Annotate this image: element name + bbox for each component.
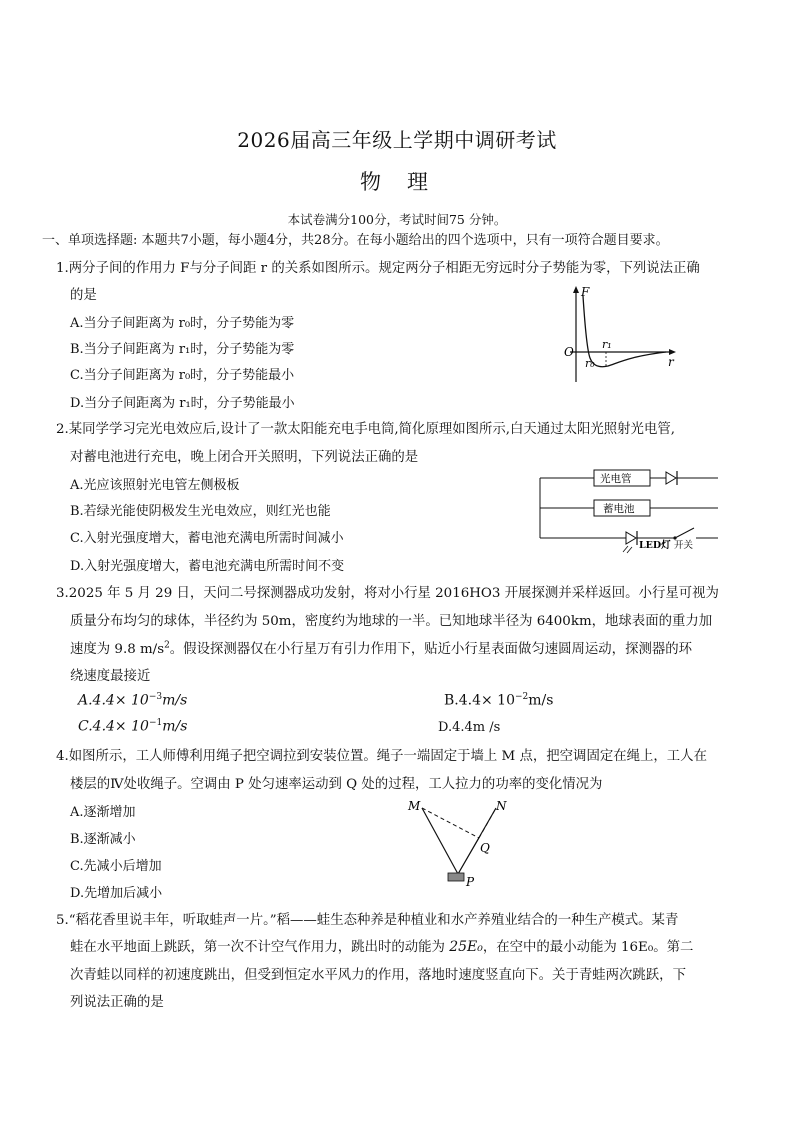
q1-fig-label-r: r (668, 355, 674, 369)
q2-stem-line1: 2.某同学学习完光电效应后,设计了一款太阳能充电手电筒,简化原理如图所示,白天通过太阳光照射光电管, (56, 422, 675, 437)
q2-led-icon (626, 532, 636, 544)
q3-c-exp: −1 (148, 718, 163, 728)
exam-subject: 物理 (360, 170, 454, 194)
q1-option-b: B.当分子间距离为 r₁时，分子势能为零 (70, 342, 295, 357)
q3-b-exp: −2 (515, 692, 529, 702)
q3-b-base: B.4.4× 10 (444, 692, 515, 709)
q3-option-b (444, 692, 553, 709)
q3-line3-text-b: 。假设探测器仅在小行星万有引力作用下，贴近小行星表面做匀速圆周运动，探测器的环 (169, 642, 693, 657)
q3-stem-line2: 质量分布均匀的球体，半径约为 50m，密度约为地球的一半。已知地球半径为 6400km，地球表面的重力加 (70, 614, 713, 629)
q2-option-b: B.若绿光能使阴极发生光电效应，则红光也能 (70, 504, 331, 519)
q4-fig-label-q: Q (480, 841, 490, 855)
q2-led-ray-2 (627, 547, 632, 553)
q4-aircon-box (448, 873, 464, 881)
q3-a-unit: m/s (162, 692, 188, 709)
q1-fig-label-o: O (564, 345, 574, 359)
q4-fig-label-p: P (466, 875, 475, 888)
q3-option-d: D.4.4m /s (438, 720, 501, 735)
exam-note: 本试卷满分100分，考试时间75 分钟。 (287, 212, 507, 227)
q2-fig-label-phototube: 光电管 (600, 473, 632, 485)
q5-stem-line2 (70, 936, 693, 955)
q3-option-a (78, 692, 187, 709)
q4-path-pq (458, 838, 479, 874)
section-heading: 一、单项选择题: 本题共7小题，每小题4分，共28分。在每小题给出的四个选项中，只有一项符合题目要求。 (42, 233, 669, 248)
q4-rope-mp (422, 808, 458, 874)
q3-line3-text: 速度为 9.8 m/s (70, 642, 165, 657)
q5-line2-math: 25E₀ (449, 939, 483, 955)
q1-fig-label-f: F (581, 285, 590, 299)
q3-stem-line3 (70, 638, 692, 657)
q4-option-b: B.逐渐减小 (70, 832, 136, 847)
q1-force-distance-figure (556, 282, 686, 386)
q4-fig-label-m: M (408, 799, 421, 813)
q2-fig-label-led: LED灯 (639, 540, 671, 551)
q2-option-c: C.入射光强度增大，蓄电池充满电所需时间减小 (70, 531, 344, 546)
q3-option-c (78, 718, 187, 735)
q2-stem-line2: 对蓄电池进行充电，晚上闭合开关照明，下列说法正确的是 (70, 450, 419, 465)
q3-c-unit: m/s (162, 718, 188, 735)
q1-option-c: C.当分子间距离为 r₀时，分子势能最小 (70, 368, 295, 383)
q3-stem-line4: 绕速度最接近 (70, 669, 151, 684)
q2-option-d: D.入射光强度增大，蓄电池充满电所需时间不变 (70, 559, 345, 574)
q1-f-axis-arrow (573, 286, 579, 293)
q3-line3-sup: 2 (164, 640, 170, 651)
q4-stem-line2: 楼层的Ⅳ处收绳子。空调由 P 处匀速率运动到 Q 处的过程，工人拉力的功率的变化情况为 (70, 777, 603, 792)
q2-option-a: A.光应该照射光电管左侧极板 (70, 478, 240, 493)
q3-a-exp: −3 (148, 692, 163, 702)
q5-stem-line3: 次青蛙以同样的初速度跳出，但受到恒定水平风力的作用，落地时速度竖直向下。关于青蛙两次跳跃，下 (70, 968, 686, 983)
q5-stem-line4: 列说法正确的是 (70, 995, 164, 1010)
q4-rope-figure (400, 796, 520, 888)
q1-stem-line1: 1.两分子间的作用力 F与分子间距 r 的关系如图所示。规定两分子相距无穷远时分子势能为零，下列说法正确 (56, 261, 700, 276)
q4-option-a: A.逐渐增加 (70, 805, 136, 820)
q5-line2-text-b: ，在空中的最小动能为 16E₀。第二 (482, 940, 694, 955)
q1-option-d: D.当分子间距离为 r₁时，分子势能最小 (70, 396, 295, 411)
q1-option-a: A.当分子间距离为 r₀时，分子势能为零 (70, 316, 295, 331)
q2-fig-label-battery: 蓄电池 (603, 503, 635, 515)
q1-fig-label-r0: r₀ (585, 357, 595, 370)
q1-force-curve (583, 296, 666, 367)
q1-fig-label-r1: r₁ (602, 338, 612, 351)
q4-option-c: C.先减小后增加 (70, 859, 162, 874)
q4-option-d: D.先增加后减小 (70, 886, 163, 901)
q4-stem-line1: 4.如图所示，工人师傅利用绳子把空调拉到安装位置。绳子一端固定于墙上 M 点，把空调固定在绳上，工人在 (56, 749, 707, 764)
q3-a-base: A.4.4× 10 (78, 692, 149, 709)
q2-fig-label-switch: 开关 (674, 540, 694, 551)
q3-b-unit: m/s (528, 692, 554, 709)
q3-c-base: C.4.4× 10 (78, 718, 149, 735)
q2-diode-icon (666, 472, 676, 484)
q2-switch-lever (675, 528, 694, 538)
q5-line2-text-a: 蛙在水平地面上跳跃，第一次不计空气作用力，跳出时的动能为 (70, 940, 450, 955)
q1-stem-line2: 的是 (70, 288, 97, 303)
q4-fig-label-n: N (496, 799, 507, 813)
exam-title: 2026届高三年级上学期中调研考试 (237, 128, 557, 152)
q2-circuit-figure (534, 462, 724, 554)
q2-led-ray-1 (623, 546, 628, 552)
q5-stem-line1: 5.“稻花香里说丰年，听取蛙声一片。”稻——蛙生态种养是种植业和水产养殖业结合的一种生产模式。某青 (56, 913, 679, 928)
q3-stem-line1: 3.2025 年 5 月 29 日，天问二号探测器成功发射，将对小行星 2016HO3 开展探测并采样返回。小行星可视为 (56, 586, 719, 601)
